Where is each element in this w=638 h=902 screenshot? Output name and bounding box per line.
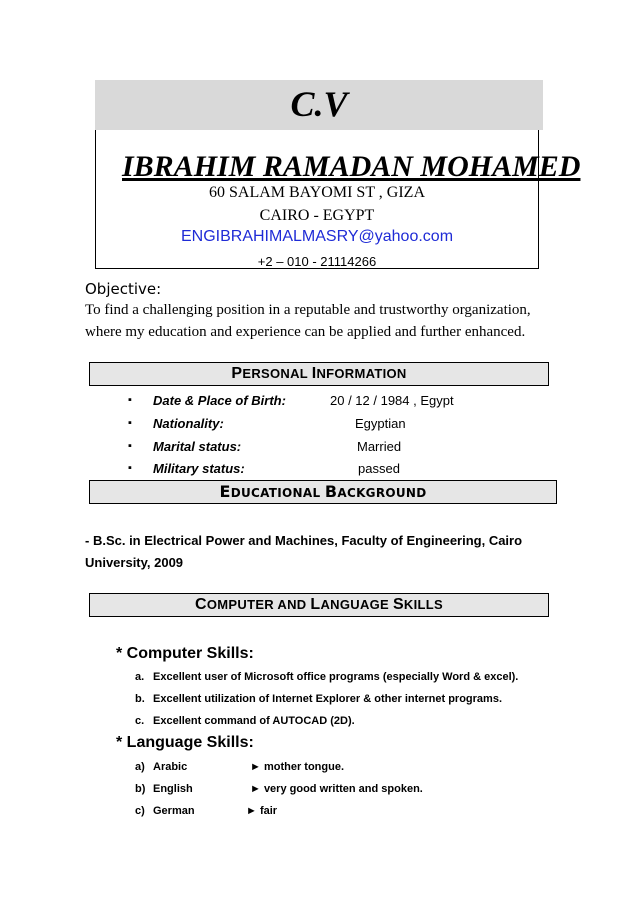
bullet-icon: ▪ [128, 440, 132, 452]
birth-value: 20 / 12 / 1984 , Egypt [330, 393, 454, 408]
education-text: - B.Sc. in Electrical Power and Machines, Faculty of Engineering, Cairo University, 2009 [85, 533, 523, 570]
language-item: c) German [135, 805, 195, 817]
phone-number: +2 – 010 - 21114266 [257, 254, 377, 269]
education-title: EDUCATIONAL BACKGROUND [219, 482, 427, 501]
marital-value: Married [357, 439, 402, 454]
bullet-icon: ▪ [128, 417, 132, 429]
language-level: ► very good written and spoken. [250, 783, 423, 795]
language-level: ► mother tongue. [250, 761, 344, 773]
personal-info-header [89, 362, 549, 386]
objective-heading: Objective: [85, 280, 162, 298]
email-link[interactable]: ENGIBRAHIMALMASRY@yahoo.com [180, 228, 454, 245]
skills-title: COMPUTER AND LANGUAGE SKILLS [195, 596, 443, 613]
birth-label: Date & Place of Birth: [153, 393, 286, 408]
marital-label: Marital status: [153, 439, 242, 454]
personal-info-title: PERSONAL INFORMATION [231, 365, 407, 382]
computer-skills-heading: * Computer Skills: [116, 645, 254, 662]
nationality-label: Nationality: [153, 416, 224, 431]
computer-skill-item: a. Excellent user of Microsoft office programs (especially Word & excel). [135, 671, 519, 683]
address-line-2: CAIRO - EGYPT [259, 207, 375, 224]
education-header [89, 480, 557, 504]
bullet-icon: ▪ [128, 394, 132, 406]
language-skills-heading: * Language Skills: [116, 734, 254, 751]
nationality-value: Egyptian [355, 416, 406, 431]
language-level: ► fair [246, 805, 278, 817]
skills-header [89, 593, 549, 617]
candidate-name: IBRAHIM RAMADAN MOHAMED [122, 150, 581, 183]
computer-skill-item: b. Excellent utilization of Internet Explorer & other internet programs. [135, 693, 502, 705]
language-item: a) Arabic [135, 761, 188, 773]
military-value: passed [358, 461, 400, 476]
objective-text: To find a challenging position in a reputable and trustworthy organization, where my education and experience can be applied and further enhanced. [85, 302, 531, 340]
computer-skill-item: c. Excellent command of AUTOCAD (2D). [135, 715, 355, 727]
cv-title: C.V [290, 84, 348, 124]
bullet-icon: ▪ [128, 462, 132, 474]
military-label: Military status: [153, 461, 245, 476]
language-item: b) English [135, 783, 193, 795]
address-line-1: 60 SALAM BAYOMI ST , GIZA [208, 184, 426, 201]
